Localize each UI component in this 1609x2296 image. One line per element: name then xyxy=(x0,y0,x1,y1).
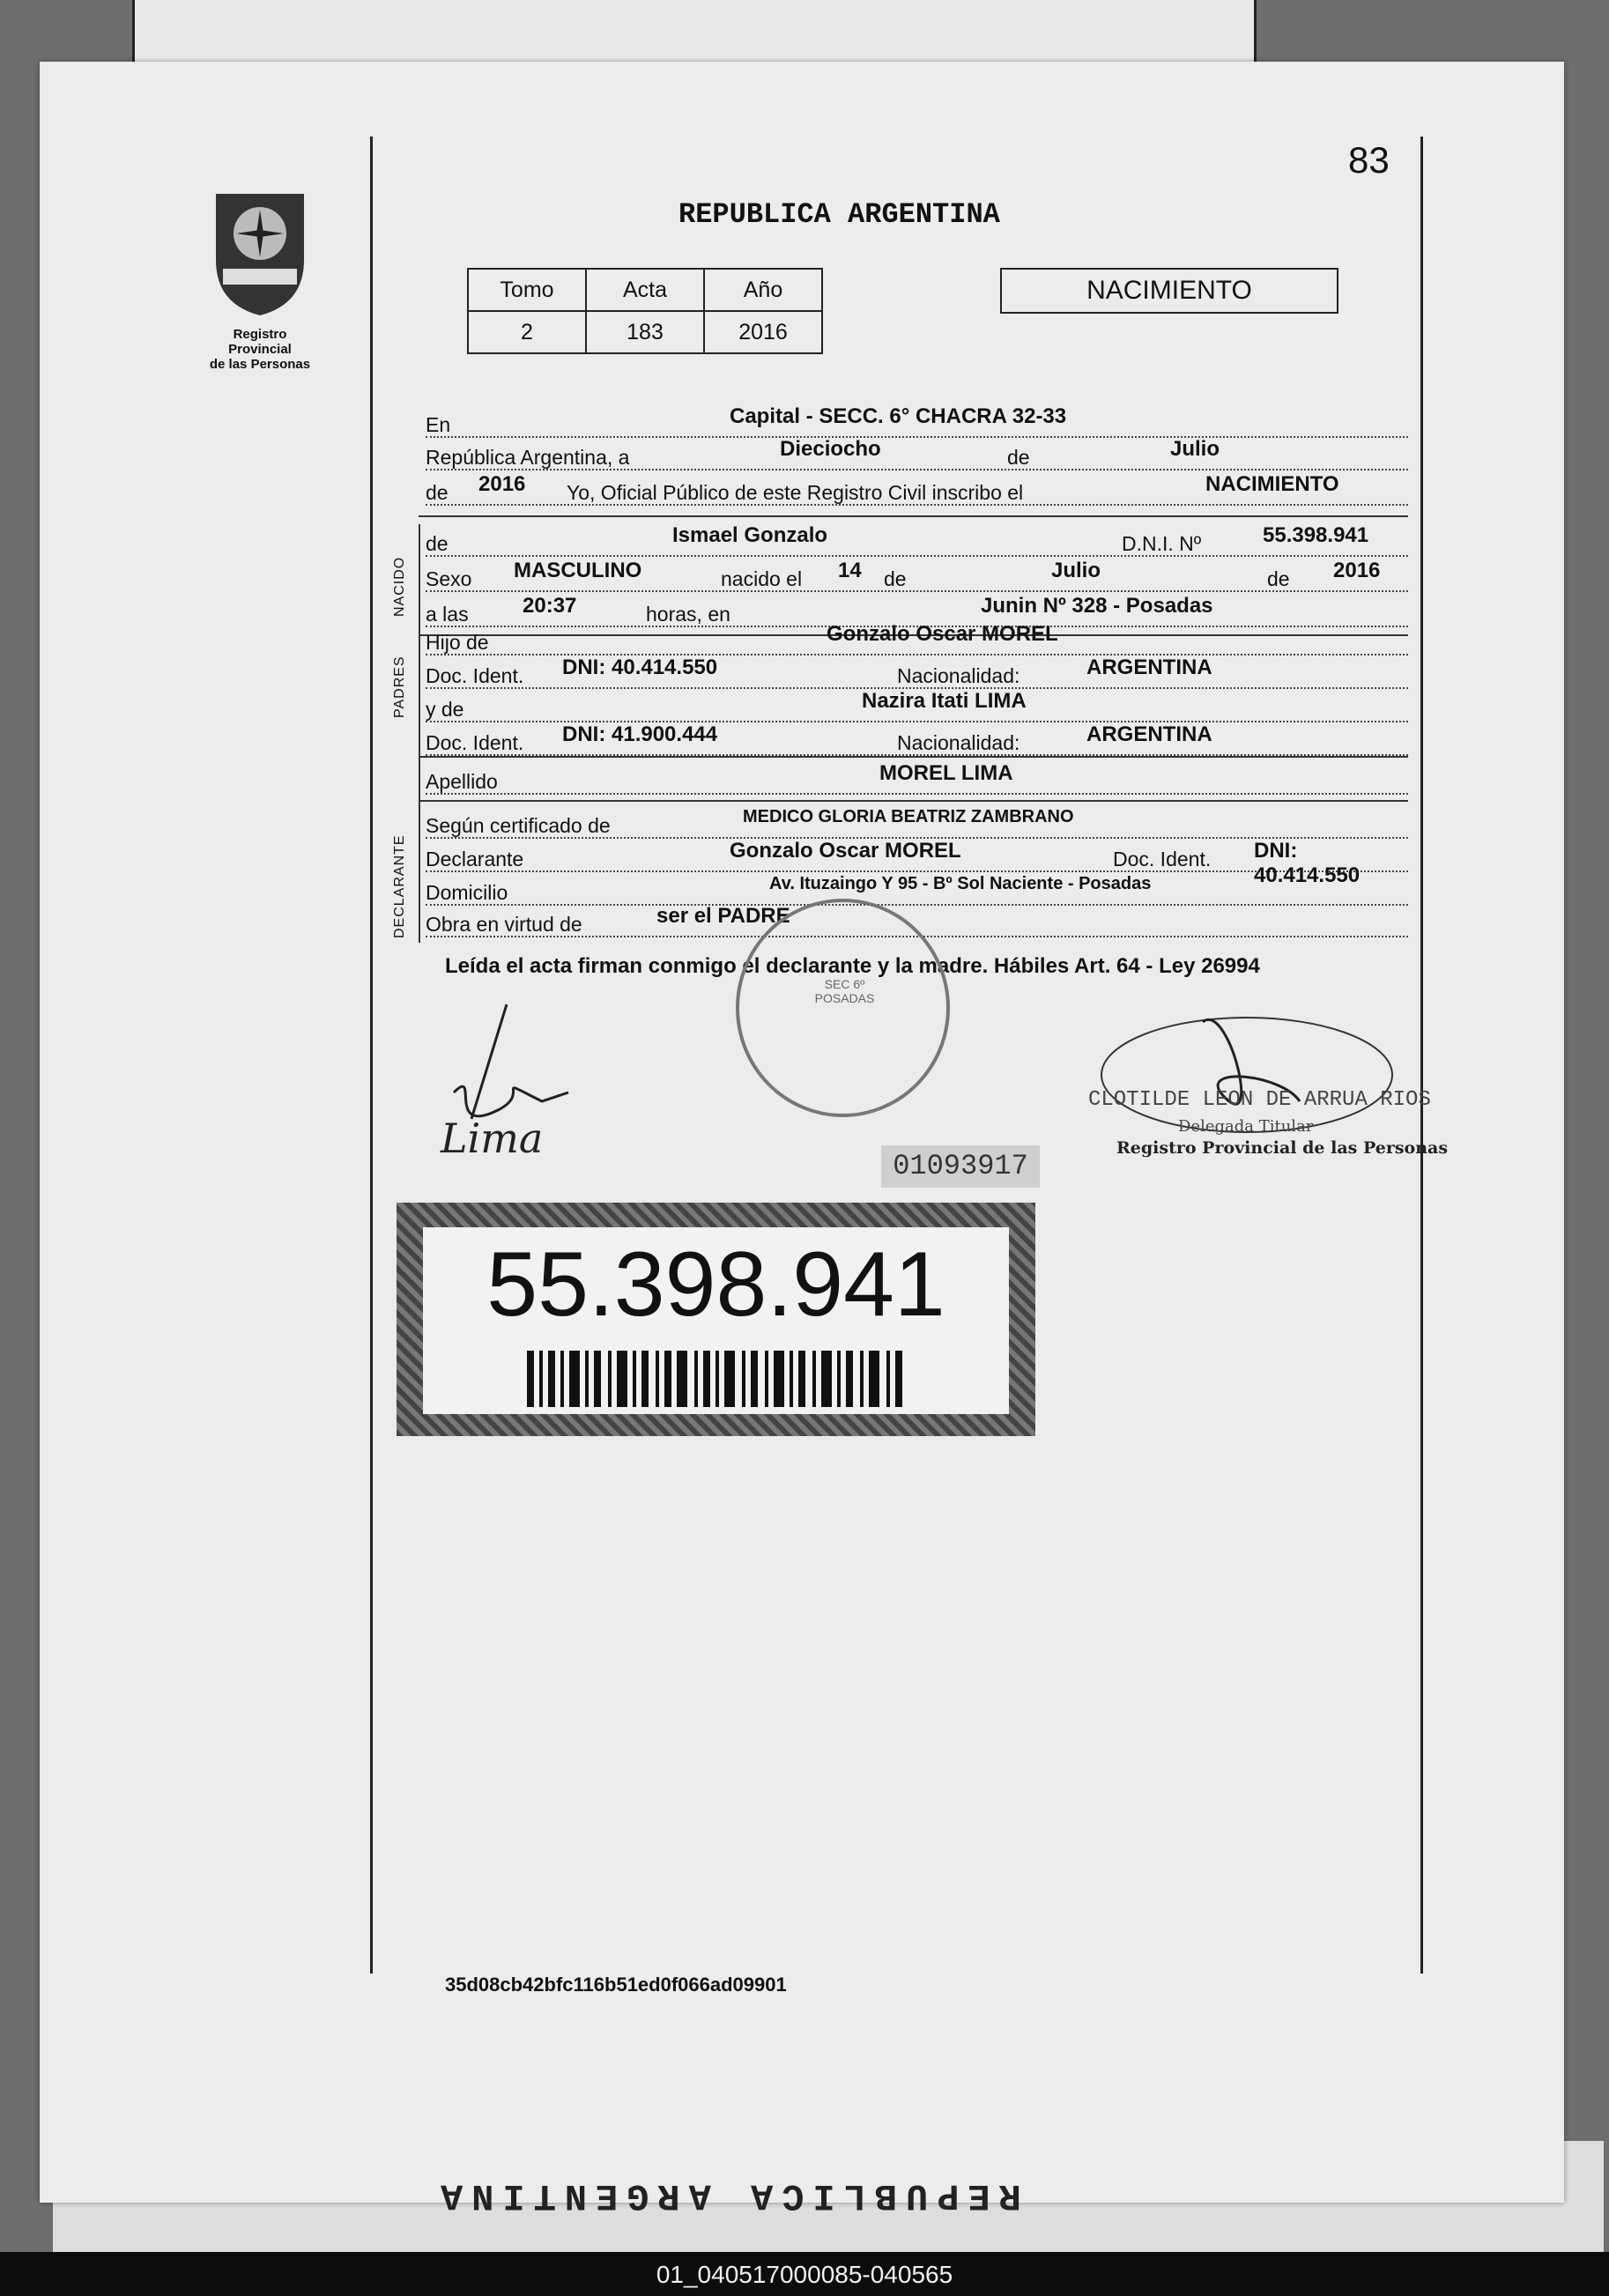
label-de: de xyxy=(1267,567,1290,590)
label-dni: D.N.I. Nº xyxy=(1122,532,1202,555)
field-child-dni: 55.398.941 xyxy=(1263,523,1369,547)
document-hash: 35d08cb42bfc116b51ed0f066ad09901 xyxy=(445,1974,787,1996)
official-registry: Registro Provincial de las Personas xyxy=(1116,1138,1449,1158)
field-father-nationality: ARGENTINA xyxy=(1086,655,1212,679)
round-seal xyxy=(736,899,950,1117)
field-mother-doc: DNI: 41.900.444 xyxy=(562,722,718,746)
section-label-padres: PADRES xyxy=(392,655,407,718)
field-sex: MASCULINO xyxy=(514,559,642,582)
table-row xyxy=(468,311,822,353)
label-hijo: Hijo de xyxy=(426,631,489,654)
field-mother-name: Nazira Itati LIMA xyxy=(862,689,1027,713)
line-certificate xyxy=(426,807,1408,839)
left-margin-rule xyxy=(370,137,373,1974)
label-certificado: Según certificado de xyxy=(426,814,611,837)
field-certificate: MEDICO GLORIA BEATRIZ ZAMBRANO xyxy=(743,807,1074,826)
section-divider xyxy=(419,756,1408,758)
label-obra: Obra en virtud de xyxy=(426,913,582,936)
field-birth-year: 2016 xyxy=(1333,559,1381,582)
official-name: CLOTILDE LEON DE ARRUA RIOS xyxy=(1088,1088,1431,1112)
table-header: Tomo xyxy=(468,269,586,311)
field-father-name: Gonzalo Oscar MOREL xyxy=(827,622,1058,646)
footer-filename: 01_040517000085-040565 xyxy=(656,2261,953,2288)
line-name xyxy=(426,523,1408,557)
label-nacido: nacido el xyxy=(721,567,803,590)
label-yde: y de xyxy=(426,698,464,721)
field-day: Dieciocho xyxy=(780,437,881,461)
table-row xyxy=(468,269,822,311)
field-birth-place: Junin Nº 328 - Posadas xyxy=(981,594,1213,618)
section-divider xyxy=(419,800,1408,802)
label-doc: Doc. Ident. xyxy=(426,664,524,687)
label-doc: Doc. Ident. xyxy=(1113,848,1212,870)
section-bracket xyxy=(419,524,420,652)
document-title: REPUBLICA ARGENTINA xyxy=(678,198,1000,231)
closing-text: Leída el acta firman conmigo el declarante y la madre. Hábiles Art. 64 - Ley 26994 xyxy=(445,954,1260,978)
field-surname: MOREL LIMA xyxy=(879,761,1013,785)
declarant-signature xyxy=(436,987,595,1233)
record-type-box: NACIMIENTO xyxy=(1000,268,1338,314)
shield-icon xyxy=(207,185,313,317)
record-table xyxy=(467,268,823,354)
label-horas: horas, en xyxy=(646,603,730,626)
line-apellido xyxy=(426,761,1408,795)
field-capacity: ser el PADRE xyxy=(656,904,790,928)
field-child-name: Ismael Gonzalo xyxy=(672,523,828,547)
line-father xyxy=(426,622,1408,655)
section-label-nacido: NACIDO xyxy=(392,556,407,617)
section-divider xyxy=(419,515,1408,517)
label-nacionalidad: Nacionalidad: xyxy=(897,664,1020,687)
label-apellido: Apellido xyxy=(426,770,498,793)
field-place: Capital - SECC. 6° CHACRA 32-33 xyxy=(730,404,1067,428)
logo-caption-2: de las Personas xyxy=(209,357,311,372)
document-sheet xyxy=(40,62,1564,2203)
label-declarante: Declarante xyxy=(426,848,524,870)
label-en: En xyxy=(426,413,451,436)
field-mother-nationality: ARGENTINA xyxy=(1086,722,1212,746)
table-cell: 2016 xyxy=(704,311,822,353)
label-de: de xyxy=(426,532,449,555)
registry-logo xyxy=(203,185,317,372)
table-cell: 2 xyxy=(468,311,586,353)
section-bracket xyxy=(419,639,420,815)
line-date xyxy=(426,437,1408,470)
field-address: Av. Ituzaingo Y 95 - Bº Sol Naciente - Posadas xyxy=(769,874,1152,893)
id-label xyxy=(397,1203,1035,1436)
section-label-declarante: DECLARANTE xyxy=(392,834,407,938)
label-de: de xyxy=(1007,446,1030,469)
line-sex xyxy=(426,559,1408,592)
line-oficial xyxy=(426,472,1408,506)
field-registration-type: NACIMIENTO xyxy=(1205,472,1339,496)
official-role: Delegada Titular xyxy=(1178,1117,1314,1136)
field-declarant-doc: DNI: 40.414.550 xyxy=(1254,839,1361,887)
line-mother-doc xyxy=(426,722,1408,756)
line-father-doc xyxy=(426,655,1408,689)
serial-stamp: 01093917 xyxy=(881,1145,1040,1188)
field-declarant-name: Gonzalo Oscar MOREL xyxy=(730,839,961,863)
right-margin-rule xyxy=(1420,137,1423,1974)
label-sexo: Sexo xyxy=(426,567,472,590)
line-en xyxy=(426,404,1408,438)
back-sheet xyxy=(132,0,1257,62)
mother-signature: Lima xyxy=(441,1115,544,1162)
id-label-window xyxy=(423,1227,1009,1414)
logo-caption-1: Registro Provincial xyxy=(228,327,292,357)
label-domicilio: Domicilio xyxy=(426,881,508,904)
label-de: de xyxy=(884,567,907,590)
field-birth-month: Julio xyxy=(1051,559,1101,582)
label-republica: República Argentina, a xyxy=(426,446,630,469)
field-month: Julio xyxy=(1170,437,1220,461)
table-cell: 183 xyxy=(586,311,704,353)
field-year: 2016 xyxy=(478,472,526,496)
seal-center-text: SEC 6º POSADAS xyxy=(814,977,875,1005)
mirrored-bottom-text: REPUBLICA ARGENTINA xyxy=(432,2174,1021,2217)
barcode-icon xyxy=(527,1351,906,1407)
section-bracket xyxy=(419,806,420,943)
field-birth-time: 20:37 xyxy=(523,594,577,618)
table-header: Acta xyxy=(586,269,704,311)
field-father-doc: DNI: 40.414.550 xyxy=(562,655,718,679)
id-number: 55.398.941 xyxy=(486,1233,945,1336)
line-domicilio xyxy=(426,874,1408,906)
table-header: Año xyxy=(704,269,822,311)
label-doc: Doc. Ident. xyxy=(426,731,524,754)
label-alas: a las xyxy=(426,603,469,626)
label-nacionalidad: Nacionalidad: xyxy=(897,731,1020,754)
line-mother xyxy=(426,689,1408,722)
field-birth-day: 14 xyxy=(838,559,862,582)
label-de2: de xyxy=(426,481,449,504)
label-oficial: Yo, Oficial Público de este Registro Civil inscribo el xyxy=(567,481,1024,504)
page-number: 83 xyxy=(1348,139,1390,181)
